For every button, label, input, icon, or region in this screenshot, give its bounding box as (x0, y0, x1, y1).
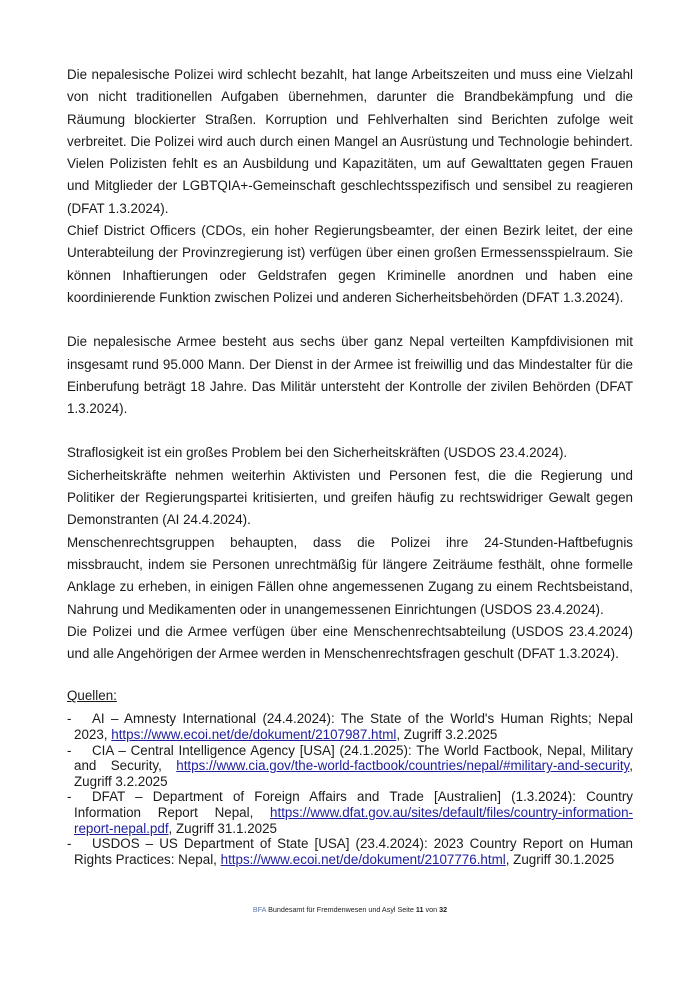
paragraph-chief-district-officers: Chief District Officers (CDOs, ein hoher Regierungsbeamter, der einen Bezirk leitet, der eine Unterabteilung der Provinzregierung ist) verfügen über einen großen Ermessensspielraum. Sie können Inhaftierungen oder Geldstrafen gegen Kriminelle anordnen und haben eine koordinierende Funktion zwischen Polizei und anderen Sicherheitsbehörden (DFAT 1.3.2024). (67, 223, 633, 305)
paragraph-spacer (67, 309, 633, 331)
source-item-ai (67, 711, 633, 742)
source-item-usdos (67, 836, 633, 867)
source-text: AI – Amnesty International (24.4.2024): The State of the World's Human Rights; Nepal 2023, (74, 711, 633, 743)
paragraph-nepalese-army: Die nepalesische Armee besteht aus sechs über ganz Nepal verteilten Kampfdivisionen mit insgesamt rund 95.000 Mann. Der Dienst in der Armee ist freiwillig und das Mindestalter für die Einberufung beträgt 18 Jahre. Das Militär untersteht der Kontrolle der zivilen Behörden (DFAT 1.3.2024). (67, 334, 633, 417)
source-text: DFAT – Department of Foreign Affairs and Trade [Australien] (1.3.2024): Country Information Report Nepal, (74, 789, 633, 820)
footer-page-word: Seite (397, 905, 414, 914)
source-link[interactable]: https://www.dfat.gov.au/sites/default/files/country-information-report-nepal.pdf (74, 804, 633, 836)
source-link[interactable]: https://www.cia.gov/the-world-factbook/countries/nepal/#military-and-security (176, 758, 630, 774)
footer-org-name: Bundesamt für Fremdenwesen und Asyl (268, 905, 396, 914)
list-dash: - (67, 836, 72, 852)
source-text: USDOS – US Department of State [USA] (23.4.2024): 2023 Country Report on Human Rights Practices: Nepal, (74, 836, 633, 867)
source-access-date: , Zugriff 3.2.2025 (396, 727, 498, 743)
list-dash: - (67, 742, 72, 758)
paragraph-human-rights-units: Die Polizei und die Armee verfügen über eine Menschenrechtsabteilung (USDOS 23.4.2024) und alle Angehörigen der Armee werden in Menschenrechtsfragen geschult (DFAT 1.3.2024). (67, 623, 633, 662)
list-dash: - (67, 789, 72, 805)
footer-page-total: 32 (439, 905, 448, 914)
paragraph-spacer (67, 420, 633, 442)
source-item-dfat (67, 789, 633, 836)
document-page (67, 64, 633, 867)
source-text: CIA – Central Intelligence Agency [USA] (24.1.2025): The World Factbook, Nepal, Military and Security, (74, 742, 633, 774)
source-access-date: , Zugriff 3.2.2025 (74, 758, 633, 789)
bfa-logo-text: BFA (252, 905, 267, 914)
source-access-date: , Zugriff 30.1.2025 (505, 851, 615, 867)
list-dash: - (67, 711, 72, 727)
source-item-cia (67, 743, 633, 790)
paragraph-police-conditions: Die nepalesische Polizei wird schlecht bezahlt, hat lange Arbeitszeiten und muss eine Vielzahl von nicht traditionellen Aufgaben übernehmen, darunter die Brandbekämpfung und die Räumung blockierter Straßen. Korruption und Fehlverhalten sind Berichten zufolge weit verbreitet. Die Polizei wird auch durch einen Mangel an Ausrüstung und Technologie behindert. Vielen Polizisten fehlt es an Ausbildung und Kapazitäten, um auf Gewalttaten gegen Frauen und Mitglieder der LGBTQIA+-Gemeinschaft geschlechtsspezifisch und sensibel zu reagieren (DFAT 1.3.2024). (67, 67, 633, 216)
footer-page-number: 11 (415, 905, 424, 914)
source-access-date: , Zugriff 31.1.2025 (168, 820, 277, 836)
footer-of-word: von (425, 905, 438, 914)
paragraph-arrests-activists: Sicherheitskräfte nehmen weiterhin Aktivisten und Personen fest, die die Regierung und Politiker der Regierungspartei kritisierten, und greifen häufig zu rechtswidriger Gewalt gegen Demonstranten (AI 24.4.2024). (67, 467, 633, 528)
page-footer (0, 905, 700, 915)
paragraph-impunity: Straflosigkeit ist ein großes Problem bei den Sicherheitskräften (USDOS 23.4.2024). (67, 445, 568, 461)
sources-heading: Quellen: (67, 688, 117, 704)
paragraph-spacer (67, 665, 633, 687)
source-link[interactable]: https://www.ecoi.net/de/dokument/2107776.html (220, 851, 506, 867)
source-link[interactable]: https://www.ecoi.net/de/dokument/2107987.html (111, 727, 397, 743)
sources-list (67, 711, 633, 867)
paragraph-detention-abuse: Menschenrechtsgruppen behaupten, dass die Polizei ihre 24-Stunden-Haftbefugnis missbraucht, indem sie Personen unrechtmäßig für längere Zeiträume festhält, ohne formelle Anklage zu erheben, in einigen Fällen ohne angemessenen Zugang zu einem Rechtsbeistand, Nahrung und Medikamenten oder in unangemessenen Einrichtungen (USDOS 23.4.2024). (67, 534, 633, 617)
